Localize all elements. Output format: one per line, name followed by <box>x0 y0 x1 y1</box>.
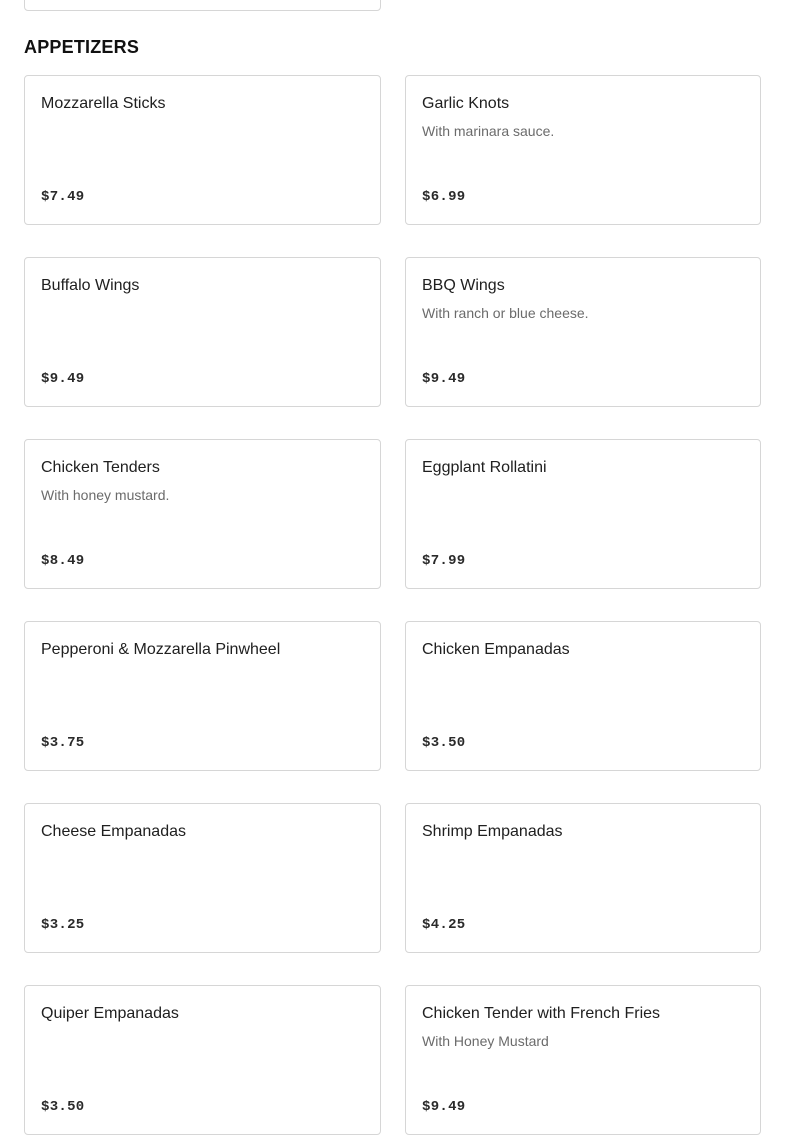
menu-item-card[interactable] <box>24 439 381 589</box>
item-name: Garlic Knots <box>422 95 510 112</box>
section-title: APPETIZERS <box>24 37 140 57</box>
item-description: With ranch or blue cheese. <box>422 305 589 321</box>
item-price: $9.49 <box>422 1099 466 1115</box>
item-price: $3.50 <box>422 735 466 751</box>
item-price: $4.25 <box>422 917 466 933</box>
item-price: $3.75 <box>41 735 85 751</box>
item-name: Quiper Empanadas <box>41 1005 179 1022</box>
item-name: Chicken Tender with French Fries <box>422 1005 661 1022</box>
menu-item-card[interactable] <box>405 621 761 771</box>
item-name: Mozzarella Sticks <box>41 95 166 112</box>
item-price: $9.49 <box>41 371 85 387</box>
item-name: Eggplant Rollatini <box>422 459 547 476</box>
item-price: $3.25 <box>41 917 85 933</box>
menu-item-card[interactable] <box>405 803 761 953</box>
item-price: $8.49 <box>41 553 85 569</box>
item-description: With Honey Mustard <box>422 1033 549 1049</box>
menu-item-card[interactable] <box>24 803 381 953</box>
item-name: Chicken Empanadas <box>422 641 570 658</box>
menu-item-card[interactable] <box>405 75 761 225</box>
item-price: $7.49 <box>41 189 85 205</box>
menu-items-grid <box>24 75 761 1135</box>
item-name: BBQ Wings <box>422 277 505 294</box>
item-name: Chicken Tenders <box>41 459 160 476</box>
item-price: $7.99 <box>422 553 466 569</box>
item-price: $6.99 <box>422 189 466 205</box>
menu-item-card[interactable] <box>24 985 381 1135</box>
item-name: Shrimp Empanadas <box>422 823 563 840</box>
item-price: $3.50 <box>41 1099 85 1115</box>
item-price: $9.49 <box>422 371 466 387</box>
item-description: With honey mustard. <box>41 487 170 503</box>
menu-item-card[interactable] <box>24 75 381 225</box>
menu-item-card[interactable] <box>405 439 761 589</box>
menu-item-card[interactable] <box>405 985 761 1135</box>
item-name: Pepperoni & Mozzarella Pinwheel <box>41 641 281 658</box>
item-name: Buffalo Wings <box>41 277 140 294</box>
previous-item-card[interactable] <box>24 0 381 11</box>
item-description: With marinara sauce. <box>422 123 555 139</box>
menu-item-card[interactable] <box>405 257 761 407</box>
item-name: Cheese Empanadas <box>41 823 186 840</box>
menu-item-card[interactable] <box>24 621 381 771</box>
menu-item-card[interactable] <box>24 257 381 407</box>
